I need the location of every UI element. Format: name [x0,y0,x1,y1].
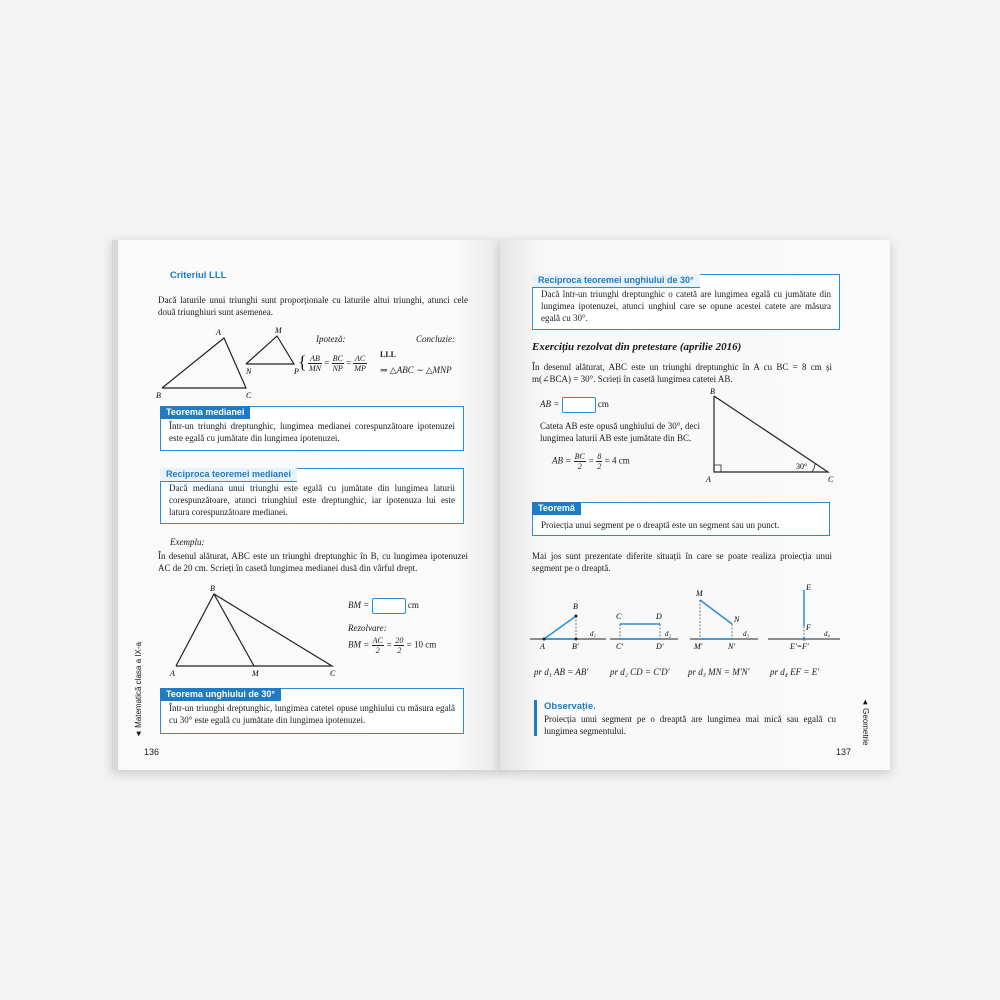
teorema-30-box [160,688,464,734]
frac-bc-2: $\frac{BC}{2}$ [574,452,585,471]
point-b [575,615,578,618]
teorema-medianei-text: Într-un triunghi dreptunghic, lungimea medianei corespunzătoare ipotenuzei este egală cu jumătate din lungimea ipotenuzei. [169,421,455,443]
bm-solution-prefix: BM = [348,639,370,650]
tri3-label-c: C [330,669,336,678]
reciproca-30-title: Reciproca teoremei unghiului de 30° [532,274,700,288]
teorema-text: Proiecția unui segment pe o dreaptă este un segment sau un punct. [541,520,780,530]
lll-triangles-figure [154,322,304,402]
label-b: B [573,602,578,611]
left-side-label: ◄ Matematică clasa a IX-a [134,642,143,738]
ab-label: AB = [540,399,560,410]
label-m: M [696,589,703,598]
frac-ab-mn: $\frac{AB}{MN}$ [309,354,321,373]
left-page [112,240,502,770]
tri1-label-b: B [156,391,161,400]
criteriu-lll-text: Dacă laturile unui triunghi sunt proporționale cu laturile altui triunghi, atunci cele două triunghiuri sunt asemenea. [158,295,468,317]
rezolvare-label: Rezolvare: [348,623,387,633]
tri3-label-m: M [252,669,259,678]
exemplu-label: Exemplu: [170,537,205,547]
ab-answer-input[interactable] [562,397,596,413]
rt-label-b: B [710,388,715,396]
angle-arc [812,464,815,472]
teorema-title: Teoremă [532,502,581,515]
tri3-label-b: B [210,584,215,593]
mai-jos-text: Mai jos sunt prezentate diferite situații în care se poate realiza proiecția unui segment pe o dreaptă. [532,551,832,573]
label-n-prime: N' [728,642,736,651]
exercitiu-text: În desenul alăturat, ABC este un triunghi dreptunghic în A cu BC = 8 cm și m(∠BCA) = 30°. Scrieți în casetă lungimea catetei AB. [532,362,832,384]
label-b-prime: B' [572,642,579,651]
bm-label: BM = [348,600,370,611]
teorema-medianei-title: Teorema medianei [160,406,250,419]
teorema-medianei-box [160,406,464,451]
observatie-title: Observație. [544,701,596,712]
segment-ab [544,616,576,639]
median-triangle-figure [166,582,346,682]
triangle-abc-median [176,594,332,666]
triangle-bac [714,396,828,472]
proj-caption-4: pr d₄ EF = E' [770,667,820,677]
label-d2: d₂ [665,630,671,638]
reciproca-medianei-box [160,468,464,524]
reciproca-medianei-title: Reciproca teoremei medianei [160,468,297,482]
right-side-label: ◄ Geometrie [861,698,870,746]
lll-label: LLL [380,350,397,359]
point-b-prime [575,638,578,641]
reciproca-medianei-text: Dacă mediana unui triunghi este egală cu jumătate din lungimea laturii corespunzătoare, atunci triunghiul este dreptunghic, iar ipotenuza lui este latura corespunzătoare medianei. [169,483,455,517]
label-e: E [806,583,811,592]
frac-20-2: $\frac{20}{2}$ [395,636,404,655]
observatie-text: Proiecția unui segment pe o dreaptă are lungimea mai mică sau egală cu lungimea segmentului. [544,714,836,736]
triangle-mnp [246,336,294,364]
frac-ac-mp: $\frac{AC}{MP}$ [354,354,366,373]
reciproca-30-text: Dacă într-un triunghi dreptunghic o catetă are lungimea egală cu jumătate din lungimea ipotenuzei, atunci unghiul care se opune acestei catete are măsura egală cu 30°. [541,289,831,323]
proj-ef-point [802,637,805,640]
label-a: A [540,642,545,651]
bm-question [348,598,419,614]
ab-solution: AB = $\frac{BC}{2}$ = $\frac{8}{2}$ = 4 cm [552,452,630,471]
label-m-prime: M' [694,642,703,651]
frac-bc-np: $\frac{BC}{NP}$ [332,354,343,373]
ab-question [540,397,609,413]
reciproca-30-box [532,274,840,330]
teorema-box [532,502,830,536]
tri2-label-n: N [246,367,252,376]
label-d: D [656,612,662,621]
teorema-30-title: Teorema unghiului de 30° [160,688,281,701]
segment-mn [700,600,732,624]
bm-result: = 10 cm [406,639,437,650]
lll-fractions: $\frac{AB}{MN}$ = $\frac{BC}{NP}$ = $\frac{AC}{MP}$ [309,354,366,373]
criteriu-lll-title: Criteriul LLL [170,270,227,281]
right-page-number: 137 [836,747,852,757]
tri1-label-c: C [246,391,252,400]
rt-label-30: 30° [796,462,808,471]
label-e-prime: E'=F' [790,642,809,651]
triangle-abc [162,338,246,388]
ipoteza-label: Ipoteză: [316,334,346,344]
conclusion-expression: ⇒ △ABC ∼ △MNP [380,365,452,375]
concluzie-label: Concluzie: [416,334,455,344]
right-page [500,240,890,770]
ab-unit: cm [597,399,609,410]
tri2-label-m: M [275,326,282,335]
tri1-label-a: A [216,328,221,337]
brace-symbol: { [298,352,307,372]
label-c: C [616,612,622,621]
label-d1: d₁ [590,630,596,638]
tri2-label-p: P [294,367,299,376]
tri3-label-a: A [170,669,175,678]
bm-answer-input[interactable] [372,598,406,614]
median-bm [214,594,254,666]
label-f: F [806,623,811,632]
teorema-30-text: Într-un triunghi dreptunghic, lungimea catetei opuse unghiului cu măsura egală cu 30° este egală cu jumătate din lungimea ipotenuzei. [169,703,455,725]
exercitiu-title: Exercițiu rezolvat din pretestare (aprilie 2016) [532,341,742,353]
proj-caption-3: pr d₃ MN = M'N' [688,667,750,677]
observatie-bar [534,700,537,736]
label-n: N [734,615,740,624]
exemplu-text: În desenul alăturat, ABC este un triunghi dreptunghic în B, cu lungimea ipotenuzei AC de 20 cm. Scrieți în casetă lungimea medianei dusă din vârful drept. [158,551,468,573]
rt-label-a: A [706,475,711,484]
bm-solution: BM = $\frac{AC}{2}$ = $\frac{20}{2}$ = 10 cm [348,636,437,655]
cateta-text: Cateta AB este opusă unghiului de 30°, deci lungimea laturii AB este jumătate din BC. [540,421,700,443]
proj-caption-2: pr d₂ CD = C'D' [610,667,670,677]
frac-ac-2: $\frac{AC}{2}$ [372,636,383,655]
proj-caption-1: pr d₁ AB = AB' [534,667,589,677]
ab-result: = 4 cm [604,455,630,466]
bm-unit: cm [407,600,419,611]
ab-solution-prefix: AB = [552,455,572,466]
rt-label-c: C [828,475,834,484]
right-triangle-figure [700,388,840,488]
label-c-prime: C' [616,642,624,651]
label-d3: d₃ [743,630,749,638]
left-page-number: 136 [144,747,160,757]
frac-8-2: $\frac{8}{2}$ [597,452,602,471]
right-angle-mark [714,465,721,472]
projections-figure [528,576,848,656]
point-a [543,638,546,641]
label-d-prime: D' [656,642,664,651]
label-d4: d₄ [824,630,830,638]
